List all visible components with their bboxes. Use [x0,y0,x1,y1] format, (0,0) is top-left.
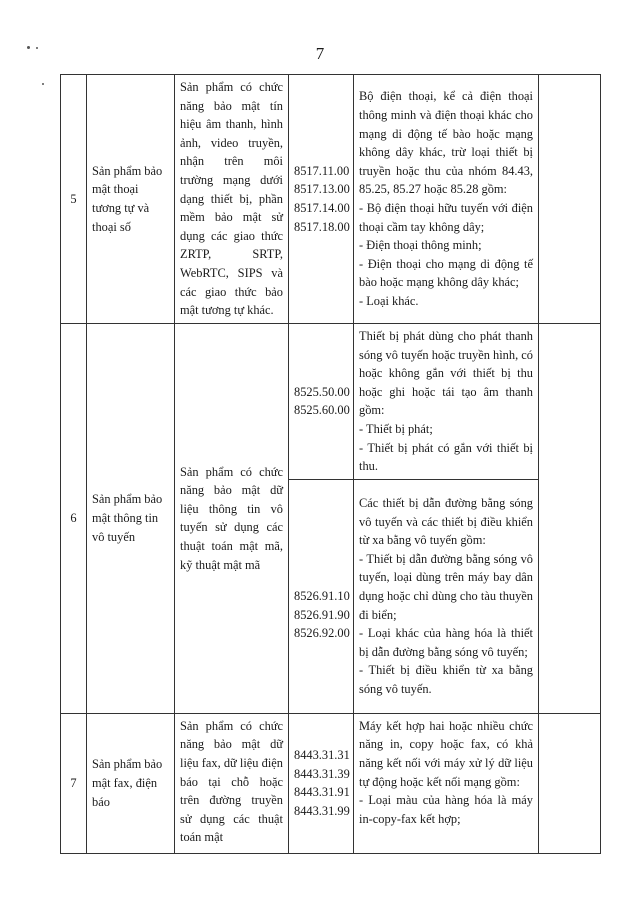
product-name: Sản phẩm bảo mật thông tin vô tuyến [87,323,175,713]
description-item: - Thiết bị dẫn đường bằng sóng vô tuyến, loại dùng trên máy bay dân dụng hoặc chỉ dùng cho tàu thuyền đi biển; [359,551,533,622]
hs-code: 8443.31.31 [294,748,350,763]
product-name: Sản phẩm bảo mật fax, điện báo [87,713,175,853]
row-number: 5 [61,75,87,324]
hs-code: 8525.60.00 [294,403,350,418]
product-table [60,74,601,854]
hs-code: 8443.31.99 [294,803,350,818]
description-item: - Loại màu của hàng hóa là máy in-copy-fax kết hợp; [359,793,533,826]
hs-code: 8517.18.00 [294,219,350,234]
hs-code: 8526.92.00 [294,626,350,641]
hs-codes [289,75,354,324]
description-intro: Bộ điện thoại, kể cả điện thoại thông minh và điện thoại khác cho mạng di động tế bào hoặc mạng không dây khác, trừ loại thiết bị truyền hoặc thu của nhóm 84.43, 85.25, 85.27 hoặc 85.28 gồm: [359,89,533,197]
description-intro: Máy kết hợp hai hoặc nhiều chức năng in, copy hoặc fax, có khả năng kết nối với máy xử lý dữ liệu tự động hoặc kết nối mạng gồm: [359,718,533,789]
description-item: - Thiết bị phát có gắn với thiết bị thu. [359,440,533,474]
description-intro: Các thiết bị dẫn đường bằng sóng vô tuyến và các thiết bị điều khiển từ xa bằng vô tuyến gồm: [359,495,533,548]
row-number: 7 [61,713,87,853]
goods-description [354,75,539,324]
hs-code: 8517.13.00 [294,182,350,197]
description-item: - Loại khác. [359,294,419,308]
description-item: - Thiết bị phát; [359,421,433,436]
goods-description [354,713,539,853]
hs-code: 8526.91.10 [294,588,350,603]
table-row [61,323,601,479]
page-number: 7 [315,44,325,63]
empty-cell [539,713,601,853]
product-feature: Sản phẩm có chức năng bảo mật dữ liệu thông tin vô tuyến sử dụng các thuật toán mật mã, kỹ thuật mật mã [175,323,289,713]
hs-code: 8525.50.00 [294,384,350,399]
hs-codes [289,713,354,853]
description-item: - Điện thoại thông minh; [359,238,482,253]
hs-code: 8443.31.39 [294,766,350,781]
hs-code: 8517.14.00 [294,200,350,215]
hs-codes [289,323,354,479]
product-feature: Sản phẩm có chức năng bảo mật dữ liệu fax, dữ liệu điện báo tại chỗ hoặc trên đường truyền sử dụng các thuật toán mật [175,713,289,853]
description-item: - Điện thoại cho mạng di động tế bào hoặc mạng không dây khác; [359,256,533,290]
table-row [61,75,601,324]
row-number: 6 [61,323,87,713]
hs-codes [289,479,354,713]
hs-code: 8443.31.91 [294,785,350,800]
empty-cell [539,323,601,713]
goods-description [354,323,539,479]
product-name: Sản phẩm bảo mật thoại tương tự và thoại số [87,75,175,324]
description-intro: Thiết bị phát dùng cho phát thanh sóng vô tuyến hoặc truyền hình, có hoặc không gắn với thiết bị thu hoặc ghi hoặc tái tạo âm thanh gồm: [359,328,533,418]
description-item: - Loại khác của hàng hóa là thiết bị dẫn đường bằng sóng vô tuyến; [359,626,533,659]
hs-code: 8526.91.90 [294,607,350,622]
goods-description [354,479,539,713]
table-row [61,713,601,853]
description-item: - Thiết bị điều khiển từ xa bằng sóng vô tuyến. [359,663,533,697]
product-feature: Sản phẩm có chức năng bảo mật tín hiệu âm thanh, hình ảnh, video truyền, nhận trên môi trường mạng dưới dạng thiết bị, phần mềm bảo mật sử dụng các giao thức ZRTP, SRTP, WebRTC, SIPS và các giao thức bảo mật tương tự khác. [175,75,289,324]
description-item: - Bộ điện thoại hữu tuyến với điện thoại cầm tay không dây; [359,200,533,234]
empty-cell [539,75,601,324]
hs-code: 8517.11.00 [294,163,350,178]
scan-speck [42,83,44,85]
